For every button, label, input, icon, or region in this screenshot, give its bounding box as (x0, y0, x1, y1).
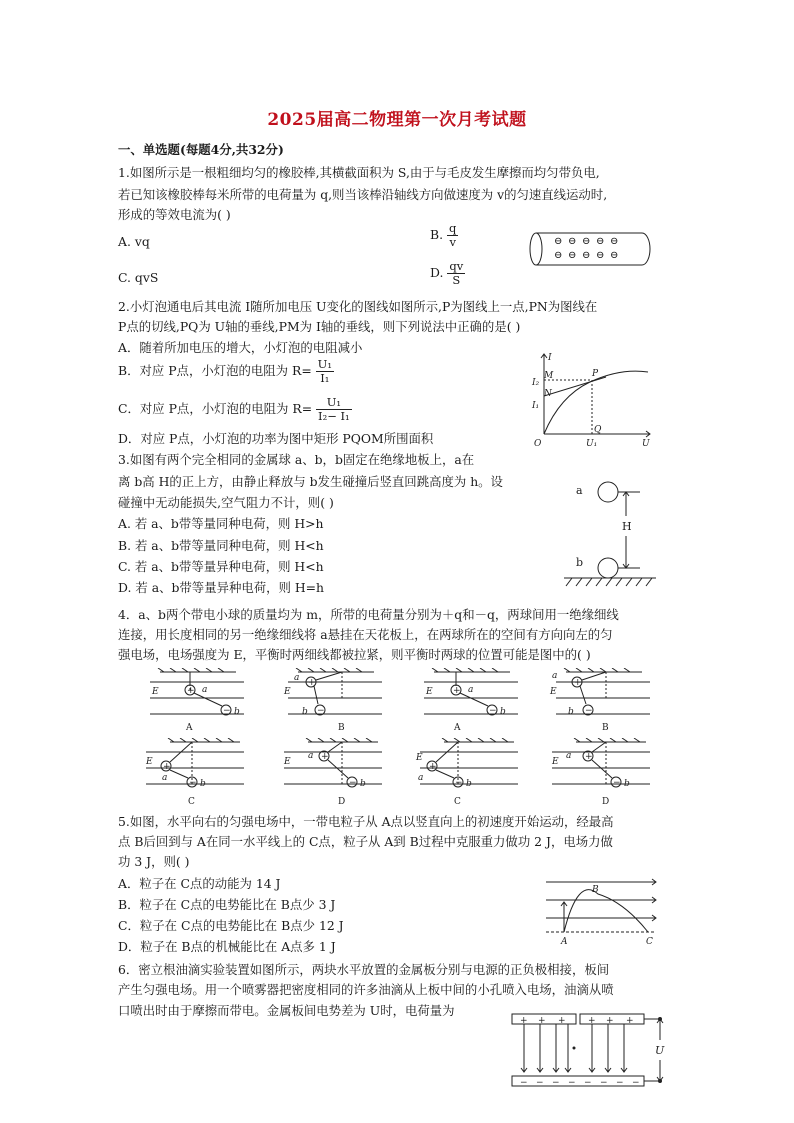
q3-option-a: A. 若 a、b带等量同种电荷，则 H>h (118, 516, 324, 531)
falling-balls-figure (560, 478, 660, 590)
graph-label-i: I (548, 353, 552, 363)
charge-minus: − (317, 706, 325, 716)
charge-minus: − (223, 706, 231, 716)
fraction-denominator: v (449, 235, 456, 249)
ball-label-b: b (568, 707, 574, 717)
q4-figure-a2 (414, 668, 522, 734)
q4-figure-c1 (140, 738, 248, 808)
height-label-h: H (622, 520, 632, 533)
q4-stem-line3: 强电场，电场强度为 E，平衡时两细线都被拉紧，则平衡时两球的位置可能是图中的( ) (118, 647, 591, 662)
q1-option-b (430, 222, 458, 249)
field-label-e: E (550, 687, 557, 697)
q1-option-b-label: B. (430, 227, 444, 242)
charge-minus: − (489, 706, 497, 716)
sub-figure-label: D (338, 797, 346, 807)
plate-charge-minus: − (520, 1078, 528, 1088)
charge-minus: − (613, 778, 621, 788)
parabola-field-figure (544, 872, 660, 948)
q2-stem-line2: P点的切线,PQ为 U轴的垂线,PM为 I轴的垂线，则下列说法中正确的是( ) (118, 319, 521, 334)
q5-option-a: A．粒子在 C点的动能为 14 J (118, 876, 281, 891)
q2-option-b-fraction (316, 358, 334, 385)
charge-plus: + (308, 678, 316, 688)
q2-option-c-text: C．对应 P点，小灯泡的电阻为 R= (118, 401, 313, 416)
field-label-e: E (284, 687, 291, 697)
q1-option-a: A. vq (118, 234, 150, 249)
fraction-denominator: S (452, 273, 461, 287)
field-label-e: E (284, 757, 291, 767)
charge-plus: + (321, 752, 329, 762)
sub-figure-label: D (602, 797, 610, 807)
charge-plus: + (163, 762, 171, 772)
plate-charge-minus: − (600, 1078, 608, 1088)
q1-option-d (430, 260, 465, 287)
charge-minus: − (189, 778, 197, 788)
q3-option-c: C. 若 a、b带等量异种电荷，则 H<h (118, 559, 324, 574)
graph-label-u1: U₁ (586, 439, 598, 449)
voltage-label-u: U (655, 1044, 665, 1057)
ball-label-b: b (234, 707, 240, 717)
fraction-denominator: I₂− I₁ (318, 409, 350, 423)
q2-option-a: A．随着所加电压的增大，小灯泡的电阻减小 (118, 340, 363, 355)
charge-minus: ⊖ (554, 236, 563, 247)
q5-stem-line1: 5.如图，水平向右的匀强电场中，一带电粒子从 A点以竖直向上的初速度开始运动，经最高 (118, 814, 614, 829)
q4-figure-d2 (546, 738, 654, 808)
fraction-numerator: qv (449, 259, 464, 273)
graph-label-q: Q (594, 425, 602, 435)
sub-figure-label: B (602, 723, 609, 733)
q5-option-c: C．粒子在 C点的电势能比在 B点少 12 J (118, 918, 344, 933)
sub-figure-label: A (454, 723, 461, 733)
q1-stem-line1: 1.如图所示是一根粗细均匀的橡胶棒,其横截面积为 S,由于与毛皮发生摩擦而均匀带负电, (118, 165, 600, 180)
ball-label-b: b (500, 707, 506, 717)
point-label-b: B (592, 885, 599, 895)
ball-label-a: a (468, 685, 474, 695)
plate-charge-minus: − (536, 1078, 544, 1088)
q2-option-d: D．对应 P点，小灯泡的功率为图中矩形 PQOM所围面积 (118, 431, 434, 446)
q4-figure-a1 (140, 668, 248, 734)
ball-label-a: a (418, 773, 424, 783)
q2-option-b-text: B．对应 P点，小灯泡的电阻为 R= (118, 363, 312, 378)
section-heading: 一、单选题(每题4分,共32分) (118, 142, 284, 157)
ball-label-b: b (360, 779, 366, 789)
millikan-apparatus-figure (508, 1008, 678, 1092)
page-title: 2025届高二物理第一次月考试题 (267, 110, 527, 130)
charge-minus: − (585, 706, 593, 716)
q3-stem-line1: 3.如图有两个完全相同的金属球 a、b，b固定在绝缘地板上，a在 (118, 452, 475, 467)
q4-figure-b2 (546, 668, 654, 734)
ball-label-b: b (466, 779, 472, 789)
ball-label-a: a (308, 751, 314, 761)
charge-plus: + (574, 678, 582, 688)
plate-charge-plus: + (606, 1016, 614, 1026)
charge-minus: ⊖ (582, 250, 591, 261)
graph-label-o: O (534, 439, 542, 449)
plate-charge-plus: + (588, 1016, 596, 1026)
charge-plus: + (429, 762, 437, 772)
ball-label-a: a (202, 685, 208, 695)
q3-option-b: B. 若 a、b带等量同种电荷，则 H<h (118, 538, 324, 553)
plate-charge-minus: − (584, 1078, 592, 1088)
charge-minus: ⊖ (610, 236, 619, 247)
q1-stem-line3: 形成的等效电流为( ) (118, 207, 231, 222)
q2-option-b (118, 358, 334, 385)
point-label-c: C (646, 937, 653, 947)
iu-graph-figure (530, 348, 658, 450)
q4-figure-d1 (278, 738, 386, 808)
graph-label-p: P (592, 369, 599, 379)
q1-option-d-fraction (447, 260, 465, 287)
q5-option-d: D．粒子在 B点的机械能比在 A点多 1 J (118, 939, 336, 954)
q5-stem-line3: 功 3 J，则( ) (118, 854, 190, 869)
ball-label-a: a (162, 773, 168, 783)
plate-charge-minus: − (632, 1078, 640, 1088)
charge-minus: ⊖ (554, 250, 563, 261)
plate-charge-plus: + (520, 1016, 528, 1026)
sub-figure-label: C (188, 797, 195, 807)
graph-label-m: M (544, 371, 554, 381)
q6-stem-line2: 产生匀强电场。用一个喷雾器把密度相同的许多油滴从上板中间的小孔喷入电场，油滴从喷 (118, 982, 614, 997)
charge-minus: ⊖ (582, 236, 591, 247)
charge-minus: ⊖ (596, 236, 605, 247)
plate-charge-plus: + (558, 1016, 566, 1026)
graph-label-i2: I₂ (532, 378, 540, 388)
field-label-e: E (152, 687, 159, 697)
charge-minus: ⊖ (610, 250, 619, 261)
charge-plus: + (187, 686, 195, 696)
charge-plus: + (453, 686, 461, 696)
graph-label-u: U (642, 439, 650, 449)
field-label-e: E (146, 757, 153, 767)
charge-minus: ⊖ (568, 236, 577, 247)
graph-label-i1: I₁ (532, 401, 540, 411)
q3-stem-line2: 离 b高 H的正上方，由静止释放与 b发生碰撞后竖直回跳高度为 h。设 (118, 474, 503, 489)
q2-option-c-fraction (316, 396, 352, 423)
q4-stem-line1: 4．a、b两个带电小球的质量均为 m，所带的电荷量分别为＋q和－q，两球间用一绝缘细线 (118, 607, 619, 622)
sub-figure-label: A (186, 723, 193, 733)
ball-label-b: b (624, 779, 630, 789)
q4-figure-c2 (414, 738, 522, 808)
graph-label-n: N (544, 389, 552, 399)
q4-figure-b1 (278, 668, 386, 734)
field-label-e: E (552, 757, 559, 767)
ball-label-a: a (576, 484, 583, 497)
charge-minus: − (455, 778, 463, 788)
fraction-denominator: I₁ (320, 371, 330, 385)
q1-option-d-label: D. (430, 265, 444, 280)
q1-option-b-fraction (447, 222, 458, 249)
plate-charge-minus: − (568, 1078, 576, 1088)
sub-figure-label: B (338, 723, 345, 733)
ball-label-b: b (200, 779, 206, 789)
point-label-a: A (561, 937, 568, 947)
q1-option-c: C. qvS (118, 270, 159, 285)
rubber-rod-figure (528, 229, 652, 269)
ball-label-b: b (576, 556, 584, 569)
q2-option-c (118, 396, 352, 423)
fraction-numerator: U₁ (317, 357, 332, 371)
plate-charge-minus: − (552, 1078, 560, 1088)
charge-minus: ⊖ (596, 250, 605, 261)
plate-charge-plus: + (626, 1016, 634, 1026)
field-label-e: E (416, 753, 423, 763)
charge-minus: ⊖ (568, 250, 577, 261)
ball-label-a: a (552, 671, 558, 681)
q3-stem-line3: 碰撞中无动能损失,空气阻力不计，则( ) (118, 495, 334, 510)
q5-stem-line2: 点 B后回到与 A在同一水平线上的 C点，粒子从 A到 B过程中克服重力做功 2 J，电场力做 (118, 834, 613, 849)
fraction-numerator: U₁ (316, 396, 352, 410)
q6-stem-line1: 6．密立根油滴实验装置如图所示，两块水平放置的金属板分别与电源的正负极相接，板间 (118, 962, 610, 977)
plate-charge-plus: + (538, 1016, 546, 1026)
ball-label-a: a (566, 751, 572, 761)
q4-stem-line2: 连接，用长度相同的另一绝缘细线将 a悬挂在天花板上，在两球所在的空间有方向向左的匀 (118, 627, 613, 642)
q5-option-b: B．粒子在 C点的电势能比在 B点少 3 J (118, 897, 336, 912)
sub-figure-label: C (454, 797, 461, 807)
q2-stem-line1: 2.小灯泡通电后其电流 I随所加电压 U变化的图线如图所示,P为图线上一点,PN为图线在 (118, 299, 598, 314)
q1-stem-line2: 若已知该橡胶棒每米所带的电荷量为 q,则当该棒沿轴线方向做速度为 v的匀速直线运动时, (118, 187, 608, 202)
q3-option-d: D. 若 a、b带等量异种电荷，则 H=h (118, 580, 325, 595)
charge-minus: − (349, 778, 357, 788)
ball-label-b: b (302, 707, 308, 717)
ball-label-a: a (294, 673, 300, 683)
plate-charge-minus: − (616, 1078, 624, 1088)
fraction-numerator: q (449, 221, 457, 235)
field-label-e: E (426, 687, 433, 697)
charge-plus: + (585, 752, 593, 762)
q6-stem-line3: 口喷出时由于摩擦而带电。金属板间电势差为 U时，电荷量为 (118, 1003, 455, 1018)
